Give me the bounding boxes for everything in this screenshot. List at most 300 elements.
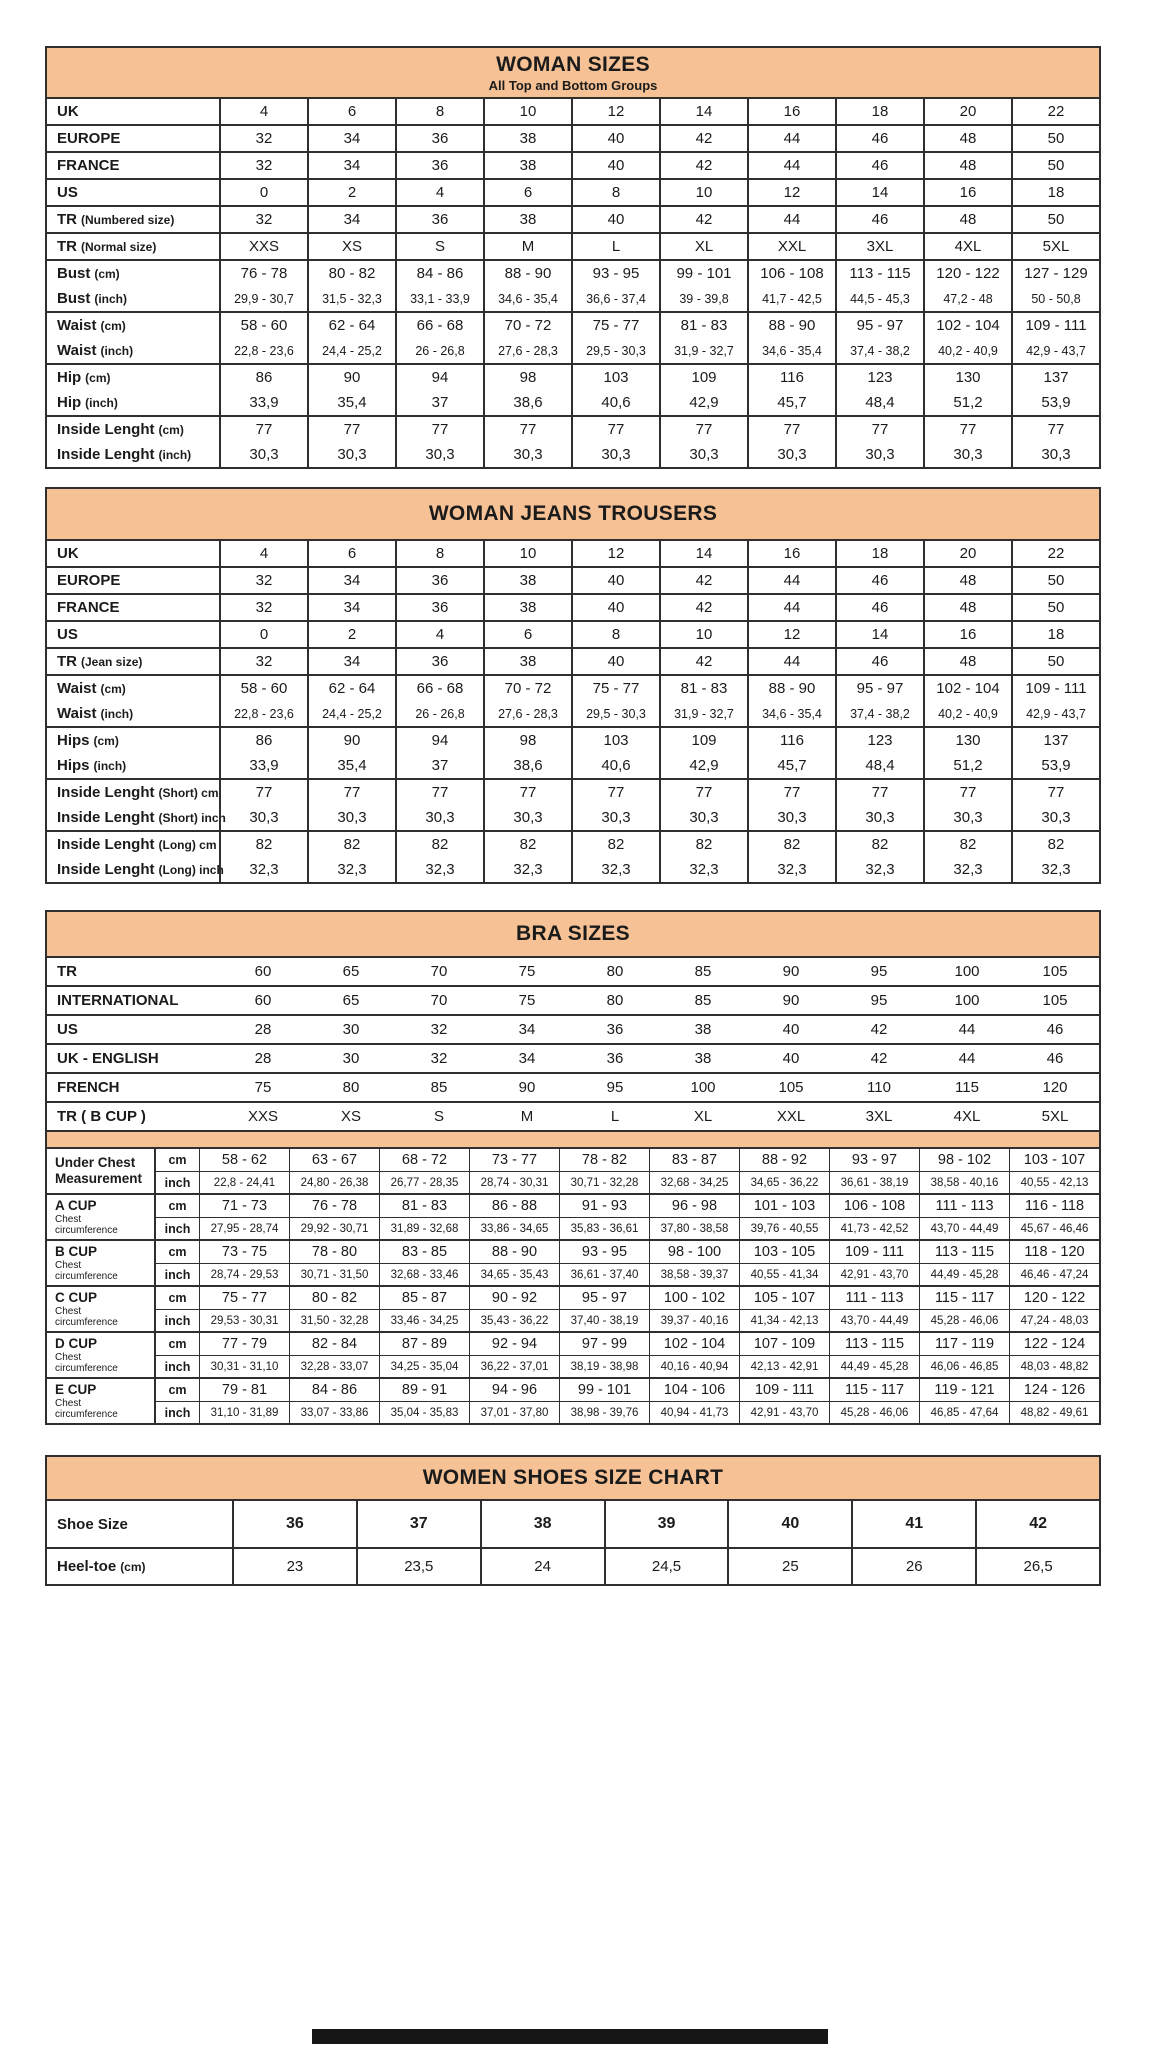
value-cell: 24,4 - 25,2	[307, 338, 395, 363]
value-cell: 32,3	[395, 857, 483, 882]
value-cell: 32	[219, 595, 307, 620]
value-cell: 89 - 91	[379, 1379, 469, 1401]
value-cell: 36,22 - 37,01	[469, 1356, 559, 1377]
row-label-text: UK - ENGLISH	[57, 1050, 159, 1067]
value-cell: 70	[430, 963, 448, 980]
value-cell: 30,71 - 32,28	[559, 1172, 649, 1193]
value-cell: M	[483, 234, 571, 259]
value-cell: 44	[747, 649, 835, 674]
row-label-note: (cm)	[94, 266, 120, 281]
value-cell: 33,1 - 33,9	[395, 286, 483, 311]
value-cell: 48	[923, 207, 1011, 232]
value-cell: 30,3	[571, 442, 659, 467]
value-cell: 70 - 72	[483, 676, 571, 701]
value-cell: 82	[1011, 832, 1099, 857]
value-cell: 25	[727, 1549, 851, 1584]
row-label	[47, 1549, 232, 1584]
value-cell: 80 - 82	[307, 261, 395, 286]
value-cell: XS	[340, 1108, 361, 1125]
value-cell: 12	[747, 622, 835, 647]
table-title: WOMAN SIZES	[496, 53, 650, 76]
value-cell: 32	[219, 568, 307, 593]
value-cell: 42,13 - 42,91	[739, 1356, 829, 1377]
row-label	[47, 857, 224, 882]
row-label-text: FRENCH	[57, 1079, 120, 1096]
value-cell: 27,6 - 28,3	[483, 701, 571, 726]
value-cell: 77	[483, 780, 571, 805]
value-cell: 98	[483, 728, 571, 753]
value-cell: 14	[835, 180, 923, 205]
value-cell: 4	[219, 99, 307, 124]
value-cell: 75	[518, 963, 536, 980]
value-cell: 12	[571, 541, 659, 566]
value-cell: 119 - 121	[919, 1379, 1009, 1401]
row-label-note: (cm)	[93, 733, 119, 748]
value-cell: 110	[867, 1079, 891, 1096]
row-label-note: (cm)	[100, 681, 126, 696]
value-cell: 40	[571, 568, 659, 593]
value-cell: 8	[395, 541, 483, 566]
value-cell: 36	[606, 1050, 624, 1067]
value-cell: 76 - 78	[219, 261, 307, 286]
value-cell: 77	[307, 417, 395, 442]
value-cell: 93 - 97	[829, 1149, 919, 1171]
value-cell: 127 - 129	[1011, 261, 1099, 286]
value-cell: 41	[851, 1501, 975, 1547]
value-cell: 113 - 115	[829, 1333, 919, 1355]
value-cell: 38	[480, 1501, 604, 1547]
value-cell: 27,95 - 28,74	[199, 1218, 289, 1239]
value-cell: 10	[483, 99, 571, 124]
value-cell: 33,86 - 34,65	[469, 1218, 559, 1239]
value-cell: 47,2 - 48	[923, 286, 1011, 311]
value-cell: 111 - 113	[829, 1287, 919, 1309]
value-cell: 100 - 102	[649, 1287, 739, 1309]
value-cell: 113 - 115	[919, 1241, 1009, 1263]
value-cell: 90 - 92	[469, 1287, 559, 1309]
value-cell: 10	[659, 180, 747, 205]
row-label	[47, 541, 219, 566]
value-cell: 45,7	[747, 753, 835, 778]
value-cell: 137	[1011, 365, 1099, 390]
value-cell: 46	[1046, 1021, 1064, 1038]
table-row	[47, 390, 1099, 415]
row-label-text: Waist	[57, 680, 97, 697]
value-cell: 38,98 - 39,76	[559, 1402, 649, 1423]
value-cell: 32	[219, 649, 307, 674]
unit-label: cm	[154, 1333, 199, 1355]
table-row	[47, 622, 1099, 647]
value-cell: 86	[219, 728, 307, 753]
value-cell: 109	[659, 365, 747, 390]
value-cell: 8	[571, 622, 659, 647]
value-cell: 95	[870, 992, 888, 1009]
value-cell: 41,73 - 42,52	[829, 1218, 919, 1239]
value-cell: 123	[835, 728, 923, 753]
value-cell: S	[395, 234, 483, 259]
row-group	[47, 1014, 1099, 1043]
row-label-note: (Numbered size)	[81, 212, 175, 227]
row-group	[47, 620, 1099, 647]
row-label	[47, 417, 219, 442]
value-cell: 38	[483, 126, 571, 151]
group-label	[47, 1379, 154, 1423]
value-cell: 46,46 - 47,24	[1009, 1264, 1099, 1285]
table-row	[47, 780, 1099, 805]
value-cell: 34	[307, 153, 395, 178]
row-label-text: Hip	[57, 369, 82, 386]
group-rows	[154, 1149, 1099, 1193]
value-cell: 82	[395, 832, 483, 857]
value-cell: 46	[835, 568, 923, 593]
value-cell: 42	[659, 649, 747, 674]
value-cell: 88 - 90	[747, 676, 835, 701]
value-cell: 37,4 - 38,2	[835, 338, 923, 363]
table-row	[47, 1103, 1099, 1130]
value-cell: 50	[1011, 126, 1099, 151]
value-cell: 90	[307, 365, 395, 390]
value-cell: 38	[483, 649, 571, 674]
row-group	[47, 205, 1099, 232]
value-cell: 22,8 - 23,6	[219, 338, 307, 363]
value-cell: 120 - 122	[923, 261, 1011, 286]
value-cell: 32,3	[1011, 857, 1099, 882]
row-label	[47, 126, 219, 151]
value-cell: 6	[307, 99, 395, 124]
value-cell: 35,43 - 36,22	[469, 1310, 559, 1331]
value-cell: 42	[870, 1050, 888, 1067]
value-cell: 77	[835, 417, 923, 442]
table-row	[47, 701, 1099, 726]
value-cell: 88 - 90	[483, 261, 571, 286]
value-cell: 82	[483, 832, 571, 857]
table-row	[47, 1549, 1099, 1584]
value-cell: 42	[659, 568, 747, 593]
row-label	[47, 728, 219, 753]
tables-root	[45, 46, 1101, 1586]
value-cell: 37,80 - 38,58	[649, 1218, 739, 1239]
value-cell: 48,03 - 48,82	[1009, 1356, 1099, 1377]
value-cell: 103 - 105	[739, 1241, 829, 1263]
value-cell: 115 - 117	[829, 1379, 919, 1401]
row-label-note: (Long) cm	[158, 837, 217, 852]
value-cell: 28,74 - 29,53	[199, 1264, 289, 1285]
row-label-text: Inside Lenght	[57, 836, 155, 853]
value-cell: 120	[1042, 1079, 1068, 1096]
row-group	[47, 1501, 1099, 1547]
row-group	[47, 830, 1099, 882]
value-cell: 0	[219, 622, 307, 647]
value-cell: 37,40 - 38,19	[559, 1310, 649, 1331]
value-cell: 77	[571, 417, 659, 442]
value-cell: 32,68 - 34,25	[649, 1172, 739, 1193]
value-cell: 109 - 111	[1011, 676, 1099, 701]
value-cell: 120 - 122	[1009, 1287, 1099, 1309]
group-label-subtext: Chest circumference	[55, 1398, 118, 1421]
value-cell: M	[520, 1108, 534, 1125]
unit-label: cm	[154, 1149, 199, 1171]
row-label-text: TR	[57, 211, 77, 228]
value-cell: 75	[518, 992, 536, 1009]
value-cell: 109 - 111	[829, 1241, 919, 1263]
unit-label: cm	[154, 1241, 199, 1263]
value-cell: 4XL	[953, 1108, 981, 1125]
table-row	[47, 595, 1099, 620]
group-label-text: E CUP	[55, 1381, 97, 1397]
value-cell: 34,25 - 35,04	[379, 1356, 469, 1377]
value-cell: 30	[342, 1050, 360, 1067]
value-cell: 77	[747, 780, 835, 805]
value-cell: 102 - 104	[923, 676, 1011, 701]
row-label-text: TR	[57, 653, 77, 670]
value-cell: 29,5 - 30,3	[571, 701, 659, 726]
row-group	[47, 124, 1099, 151]
row-label-note: (cm)	[100, 318, 126, 333]
value-cell: 46	[835, 649, 923, 674]
value-cell: 34	[518, 1021, 536, 1038]
value-cell: 8	[395, 99, 483, 124]
value-cell: XL	[693, 1108, 713, 1125]
value-cell: 85	[694, 963, 712, 980]
value-cell: 24,80 - 26,38	[289, 1172, 379, 1193]
value-cell: 31,89 - 32,68	[379, 1218, 469, 1239]
woman-jeans-table	[45, 487, 1101, 884]
table-row	[47, 442, 1099, 467]
value-cell: 32	[430, 1050, 448, 1067]
value-cell: 73 - 77	[469, 1149, 559, 1171]
value-cell: 77	[659, 780, 747, 805]
row-group	[47, 674, 1099, 726]
table-row	[47, 1045, 1099, 1072]
value-cell: 58 - 60	[219, 676, 307, 701]
value-cell: 2	[307, 622, 395, 647]
value-cell: 48,82 - 49,61	[1009, 1402, 1099, 1423]
value-cell: 77	[659, 417, 747, 442]
table-row	[154, 1149, 1099, 1171]
value-cell: 34	[307, 207, 395, 232]
value-cell: 42,9	[659, 753, 747, 778]
value-cell: 38,6	[483, 753, 571, 778]
row-label-text: Waist	[57, 705, 97, 722]
row-label-text: Inside Lenght	[57, 446, 155, 463]
value-cell: 103	[571, 728, 659, 753]
value-cell: 34	[307, 568, 395, 593]
value-cell: 24,4 - 25,2	[307, 701, 395, 726]
value-cell: 50	[1011, 595, 1099, 620]
value-cell: 47,24 - 48,03	[1009, 1310, 1099, 1331]
value-cell: 51,2	[923, 390, 1011, 415]
row-label	[47, 753, 219, 778]
value-cell: 30,3	[659, 805, 747, 830]
value-cell: 76 - 78	[289, 1195, 379, 1217]
row-label-text: Waist	[57, 317, 97, 334]
value-cell: 29,9 - 30,7	[219, 286, 307, 311]
value-cell: 32,3	[659, 857, 747, 882]
value-cell: 77	[395, 780, 483, 805]
value-cell: 33,9	[219, 753, 307, 778]
table-row	[47, 313, 1099, 338]
value-cell: 33,07 - 33,86	[289, 1402, 379, 1423]
table-row	[47, 338, 1099, 363]
row-label-text: Inside Lenght	[57, 421, 155, 438]
value-cell: 33,46 - 34,25	[379, 1310, 469, 1331]
row-label	[47, 365, 219, 390]
value-cell: 90	[307, 728, 395, 753]
row-group	[47, 1193, 1099, 1239]
value-cell: 36	[395, 649, 483, 674]
value-cell: 5XL	[1011, 234, 1099, 259]
value-cell: 90	[782, 963, 800, 980]
value-cell: XXS	[219, 234, 307, 259]
value-cell: 109 - 111	[1011, 313, 1099, 338]
row-label-text: Hip	[57, 394, 82, 411]
value-cell: 41,34 - 42,13	[739, 1310, 829, 1331]
value-cell: 116 - 118	[1009, 1195, 1099, 1217]
value-cell: 98 - 100	[649, 1241, 739, 1263]
row-label-text: TR	[57, 963, 77, 980]
row-label-text: Inside Lenght	[57, 809, 155, 826]
value-cell: 81 - 83	[379, 1195, 469, 1217]
value-cell: 36	[606, 1021, 624, 1038]
row-label	[47, 261, 219, 286]
value-cell: 30,3	[923, 442, 1011, 467]
row-label-note: (inch)	[94, 291, 128, 306]
value-cell: 130	[923, 365, 1011, 390]
row-label-text: TR ( B CUP )	[57, 1108, 146, 1125]
value-cell: 0	[219, 180, 307, 205]
unit-label: inch	[154, 1356, 199, 1377]
value-cell: 39,37 - 40,16	[649, 1310, 739, 1331]
unit-label: inch	[154, 1402, 199, 1423]
value-cell: 94 - 96	[469, 1379, 559, 1401]
row-label-text: FRANCE	[57, 157, 120, 174]
value-cell: 26	[851, 1549, 975, 1584]
table-row	[47, 99, 1099, 124]
cup-group-row	[47, 1333, 1099, 1377]
table-subtitle: All Top and Bottom Groups	[488, 78, 658, 93]
value-cell: 42	[659, 595, 747, 620]
value-cell: 28	[254, 1021, 272, 1038]
value-cell: 5XL	[1041, 1108, 1069, 1125]
value-cell: 109 - 111	[739, 1379, 829, 1401]
value-cell: 78 - 82	[559, 1149, 649, 1171]
value-cell: 44	[747, 595, 835, 620]
table-row	[47, 958, 1099, 985]
value-cell: 29,53 - 30,31	[199, 1310, 289, 1331]
table-row	[47, 207, 1099, 232]
value-cell: 95 - 97	[835, 313, 923, 338]
value-cell: 42	[659, 207, 747, 232]
row-label-note: (inch)	[158, 447, 192, 462]
value-cell: 34,65 - 35,43	[469, 1264, 559, 1285]
row-label-text: US	[57, 184, 78, 201]
table-row	[154, 1195, 1099, 1217]
value-cell: 60	[254, 963, 272, 980]
row-label	[47, 1103, 219, 1130]
value-cell: 66 - 68	[395, 313, 483, 338]
value-cell: 86	[219, 365, 307, 390]
value-cell: 46	[835, 595, 923, 620]
value-cell: 80	[606, 992, 624, 1009]
value-cell: 82	[307, 832, 395, 857]
value-cell: 33,9	[219, 390, 307, 415]
group-rows	[154, 1195, 1099, 1239]
table-row	[47, 857, 1099, 882]
value-cell: 115	[955, 1079, 979, 1096]
row-group	[47, 1377, 1099, 1423]
value-cell: 85	[694, 992, 712, 1009]
row-group	[47, 1149, 1099, 1193]
row-label	[47, 1016, 219, 1043]
group-label-text: C CUP	[55, 1289, 98, 1305]
value-cell: 45,28 - 46,06	[919, 1310, 1009, 1331]
cup-group-row	[47, 1149, 1099, 1193]
value-cell: 20	[923, 99, 1011, 124]
value-cell: 83 - 85	[379, 1241, 469, 1263]
table-row	[47, 286, 1099, 311]
value-cell: 4	[395, 180, 483, 205]
value-cell: 88 - 90	[747, 313, 835, 338]
value-cell: 24,5	[604, 1549, 728, 1584]
value-cell: 4	[219, 541, 307, 566]
value-cell: 44,5 - 45,3	[835, 286, 923, 311]
unit-label: inch	[154, 1172, 199, 1193]
row-label-text: UK	[57, 103, 79, 120]
value-cell: 14	[835, 622, 923, 647]
row-group	[47, 363, 1099, 415]
row-label-note: (Normal size)	[81, 239, 157, 254]
value-cell: 63 - 67	[289, 1149, 379, 1171]
value-cell: 77	[747, 417, 835, 442]
value-cell: 34	[307, 649, 395, 674]
value-cell: 118 - 120	[1009, 1241, 1099, 1263]
value-cell: 46	[835, 153, 923, 178]
value-cell: 70	[430, 992, 448, 1009]
row-label-text: Waist	[57, 342, 97, 359]
row-group	[47, 1101, 1099, 1130]
value-cell: 71 - 73	[199, 1195, 289, 1217]
value-cell: 41,7 - 42,5	[747, 286, 835, 311]
value-cell: 16	[747, 99, 835, 124]
group-label-text: B CUP	[55, 1243, 98, 1259]
row-label	[47, 832, 219, 857]
value-cell: 34	[518, 1050, 536, 1067]
value-cell: 98 - 102	[919, 1149, 1009, 1171]
value-cell: 40,16 - 40,94	[649, 1356, 739, 1377]
value-cell: 35,04 - 35,83	[379, 1402, 469, 1423]
row-label-note: (Short) inch	[158, 810, 226, 825]
table-row	[154, 1379, 1099, 1401]
value-cell: 50	[1011, 153, 1099, 178]
value-cell: 37	[395, 390, 483, 415]
value-cell: 40,6	[571, 390, 659, 415]
group-label	[47, 1287, 154, 1331]
value-cell: 46	[835, 207, 923, 232]
group-rows	[154, 1241, 1099, 1285]
row-group	[47, 778, 1099, 830]
value-cell: 48	[923, 649, 1011, 674]
table-row	[154, 1287, 1099, 1309]
value-cell: 32,3	[483, 857, 571, 882]
row-label	[47, 780, 219, 805]
row-group	[47, 566, 1099, 593]
table-row	[47, 987, 1099, 1014]
row-label	[47, 1501, 232, 1547]
row-group	[47, 1043, 1099, 1072]
row-group	[47, 259, 1099, 311]
value-cell: 62 - 64	[307, 676, 395, 701]
value-cell: 36,61 - 38,19	[829, 1172, 919, 1193]
